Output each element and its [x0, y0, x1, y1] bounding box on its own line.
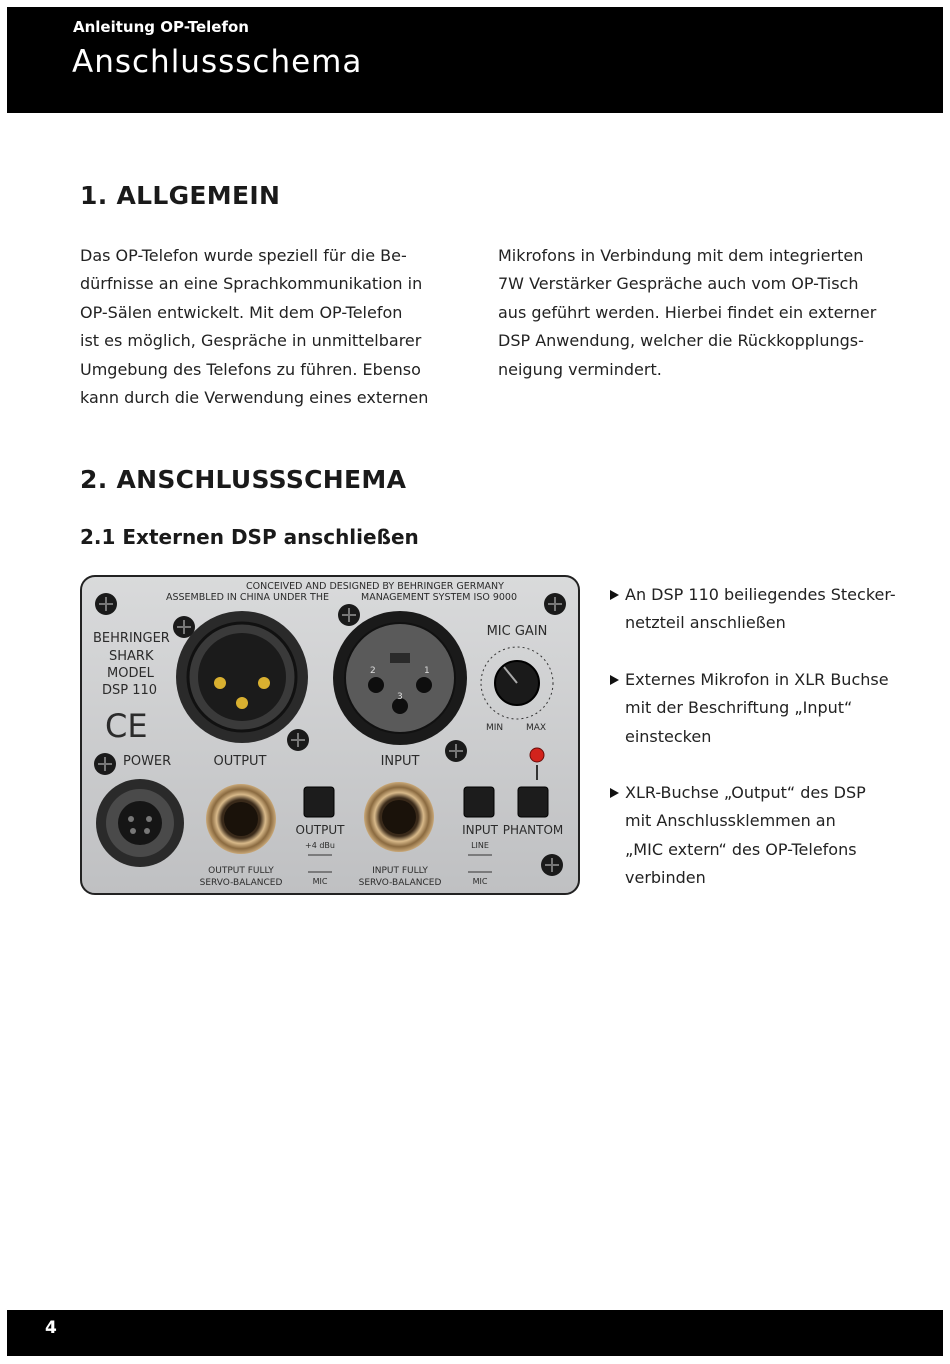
list-item	[610, 779, 910, 893]
text-line: dürfnisse an eine Sprachkommunikation in	[80, 274, 423, 294]
panel-text-line2a: ASSEMBLED IN CHINA UNDER THE	[166, 592, 329, 603]
phantom-label: PHANTOM	[502, 823, 564, 837]
xlr-pin-label: 2	[370, 666, 376, 676]
max-label: MAX	[526, 723, 547, 733]
screw-icon	[338, 604, 360, 626]
output-level-label: +4 dBu	[305, 841, 335, 850]
text-line: netzteil anschließen	[625, 613, 786, 633]
text-line: verbinden	[625, 868, 706, 888]
min-label: MIN	[486, 723, 504, 733]
text-line: mit Anschlussklemmen an	[625, 811, 836, 831]
text-line: An DSP 110 beiliegendes Stecker-	[625, 585, 896, 604]
jack-output-connector	[206, 784, 276, 854]
screw-icon	[94, 753, 116, 775]
screw-icon	[287, 729, 309, 751]
brand-line: SHARK	[109, 649, 154, 664]
triangle-bullet-icon	[610, 675, 619, 685]
document-subtitle: Anleitung OP-Telefon	[73, 18, 249, 36]
screw-icon	[544, 593, 566, 615]
dsp-panel-svg	[80, 575, 580, 895]
output-fully-label: OUTPUT FULLY	[208, 866, 274, 876]
list-item	[610, 666, 910, 751]
mic-gain-label: MIC GAIN	[486, 624, 548, 639]
paragraph-column-2	[498, 242, 918, 384]
subsection-heading: 2.1 Externen DSP anschließen	[80, 525, 419, 549]
input-servo-label: SERVO-BALANCED	[358, 878, 442, 888]
brand-line: DSP 110	[102, 683, 158, 698]
text-line: ist es möglich, Gespräche in unmittelbarer	[80, 331, 422, 351]
text-line: 7W Verstärker Gespräche auch vom OP-Tisch	[498, 274, 859, 294]
dsp-rear-panel-image	[80, 575, 580, 895]
brand-line: MODEL	[107, 666, 154, 681]
xlr-output-connector	[176, 611, 308, 743]
text-line: Umgebung des Telefons zu führen. Ebenso	[80, 359, 421, 379]
text-line: Das OP-Telefon wurde speziell für die Be-	[80, 246, 407, 265]
text-line: OP-Sälen entwickelt. Mit dem OP-Telefon	[80, 302, 403, 322]
text-line: Externes Mikrofon in XLR Buchse	[625, 669, 889, 689]
brand-line: BEHRINGER	[93, 631, 170, 646]
paragraph-column-1	[80, 242, 460, 412]
output-servo-label: SERVO-BALANCED	[199, 878, 283, 888]
panel-text-line1: CONCEIVED AND DESIGNED BY BEHRINGER GERMANY	[246, 581, 504, 592]
text-line: DSP Anwendung, welcher die Rückkopplungs-	[498, 331, 864, 351]
section-heading-allgemein: 1. ALLGEMEIN	[80, 181, 281, 210]
output-level-button	[304, 787, 334, 817]
input-button-label: INPUT	[462, 823, 498, 837]
text-line: kann durch die Verwendung eines externen	[80, 388, 429, 408]
xlr-pin-label: 1	[424, 666, 430, 676]
power-label: POWER	[123, 754, 172, 769]
phantom-button	[518, 787, 548, 817]
text-line: einstecken	[625, 726, 712, 746]
panel-text-line2b: MANAGEMENT SYSTEM ISO 9000	[361, 592, 518, 603]
text-line: XLR-Buchse „Output“ des DSP	[625, 783, 866, 803]
text-line: neigung vermindert.	[498, 359, 662, 379]
screw-icon	[541, 854, 563, 876]
page-title: Anschlussschema	[72, 44, 363, 80]
input-level-button	[464, 787, 494, 817]
section-heading-anschlussschema: 2. ANSCHLUSSSCHEMA	[80, 465, 407, 494]
power-connector	[96, 779, 184, 867]
input-fully-label: INPUT FULLY	[372, 866, 428, 876]
output-label: OUTPUT	[213, 754, 267, 769]
input-label: INPUT	[380, 754, 420, 769]
input-line-label: LINE	[471, 841, 489, 850]
text-line: aus geführt werden. Hierbei findet ein externer	[498, 302, 877, 322]
output-mic-label: MIC	[312, 877, 328, 886]
footer-bar	[7, 1310, 943, 1356]
xlr-input-connector	[333, 611, 467, 745]
xlr-pin-label: 3	[397, 692, 403, 702]
triangle-bullet-icon	[610, 788, 619, 798]
screw-icon	[95, 593, 117, 615]
output-button-label: OUTPUT	[295, 823, 345, 837]
text-line: Mikrofons in Verbindung mit dem integrierten	[498, 246, 864, 265]
jack-input-connector	[364, 782, 434, 852]
ce-mark: CE	[105, 707, 148, 745]
triangle-bullet-icon	[610, 590, 619, 600]
page-number: 4	[45, 1318, 57, 1338]
screw-icon	[445, 740, 467, 762]
text-line: „MIC extern“ des OP-Telefons	[625, 839, 857, 859]
instruction-list	[610, 581, 910, 921]
text-line: mit der Beschriftung „Input“	[625, 698, 853, 718]
input-mic-label: MIC	[472, 877, 488, 886]
list-item	[610, 581, 910, 638]
